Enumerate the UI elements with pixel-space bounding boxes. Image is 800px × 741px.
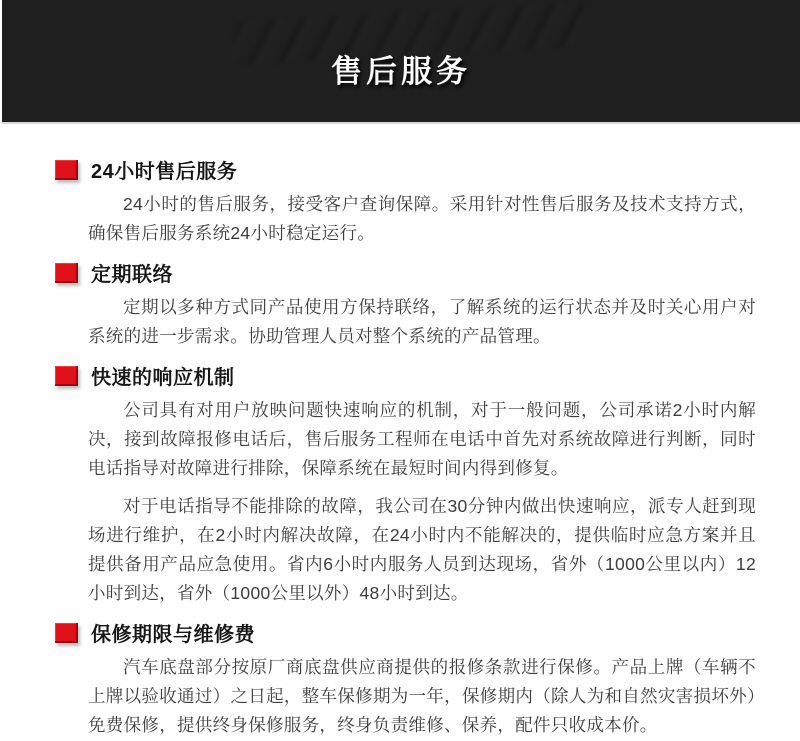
title-banner [2, 0, 800, 124]
section-paragraph: 公司具有对用户放映问题快速响应的机制，对于一般问题，公司承诺2小时内解决，接到故障报修电话后，售后服务工程师在电话中首先对系统故障进行判断，同时电话指导对故障进行排除，保障系统在最短时间内得到修复。 [88, 400, 756, 478]
section-heading-row [55, 259, 756, 286]
section-heading-row [55, 156, 756, 183]
section-heading-row [55, 362, 756, 389]
section-paragraph: 汽车底盘部分按原厂商底盘供应商提供的报修条款进行保修。产品上牌（车辆不上牌以验收通过）之日起，整车保修期为一年，保修期内（除人为和自然灾害损坏外）免费保修，提供终身保修服务，终身负责维修、保养，配件只收成本价。 [88, 657, 756, 735]
red-square-bullet-icon [55, 160, 78, 180]
section-heading: 保修期限与维修费 [91, 624, 255, 646]
section-heading-row [55, 619, 756, 646]
section-paragraph: 定期以多种方式同产品使用方保持联络，了解系统的运行状态并及时关心用户对系统的进一步需求。协助管理人员对整个系统的产品管理。 [88, 297, 756, 346]
red-square-bullet-icon [55, 263, 78, 283]
section-heading: 24小时售后服务 [91, 161, 238, 183]
red-square-bullet-icon [55, 623, 78, 643]
section-fast-response [55, 362, 756, 608]
section-paragraph: 24小时的售后服务，接受客户查询保障。采用针对性售后服务及技术支持方式，确保售后服务系统24小时稳定运行。 [88, 194, 756, 243]
section-heading: 定期联络 [91, 264, 173, 286]
content-area [0, 124, 800, 740]
section-paragraph: 对于电话指导不能排除的故障，我公司在30分钟内做出快速响应，派专人赶到现场进行维护，在2小时内解决故障，在24小时内不能解决的，提供临时应急方案并且提供备用产品应急使用。省内6小时内服务人员到达现场，省外（1000公里以内）12小时到达，省外（1000公里以外）48小时到达。 [88, 496, 756, 603]
section-warranty [55, 619, 756, 740]
section-heading: 快速的响应机制 [91, 367, 235, 389]
section-regular-contact [55, 259, 756, 351]
red-square-bullet-icon [55, 366, 78, 386]
section-24h-service [55, 156, 756, 248]
page-title: 售后服务 [331, 54, 471, 89]
